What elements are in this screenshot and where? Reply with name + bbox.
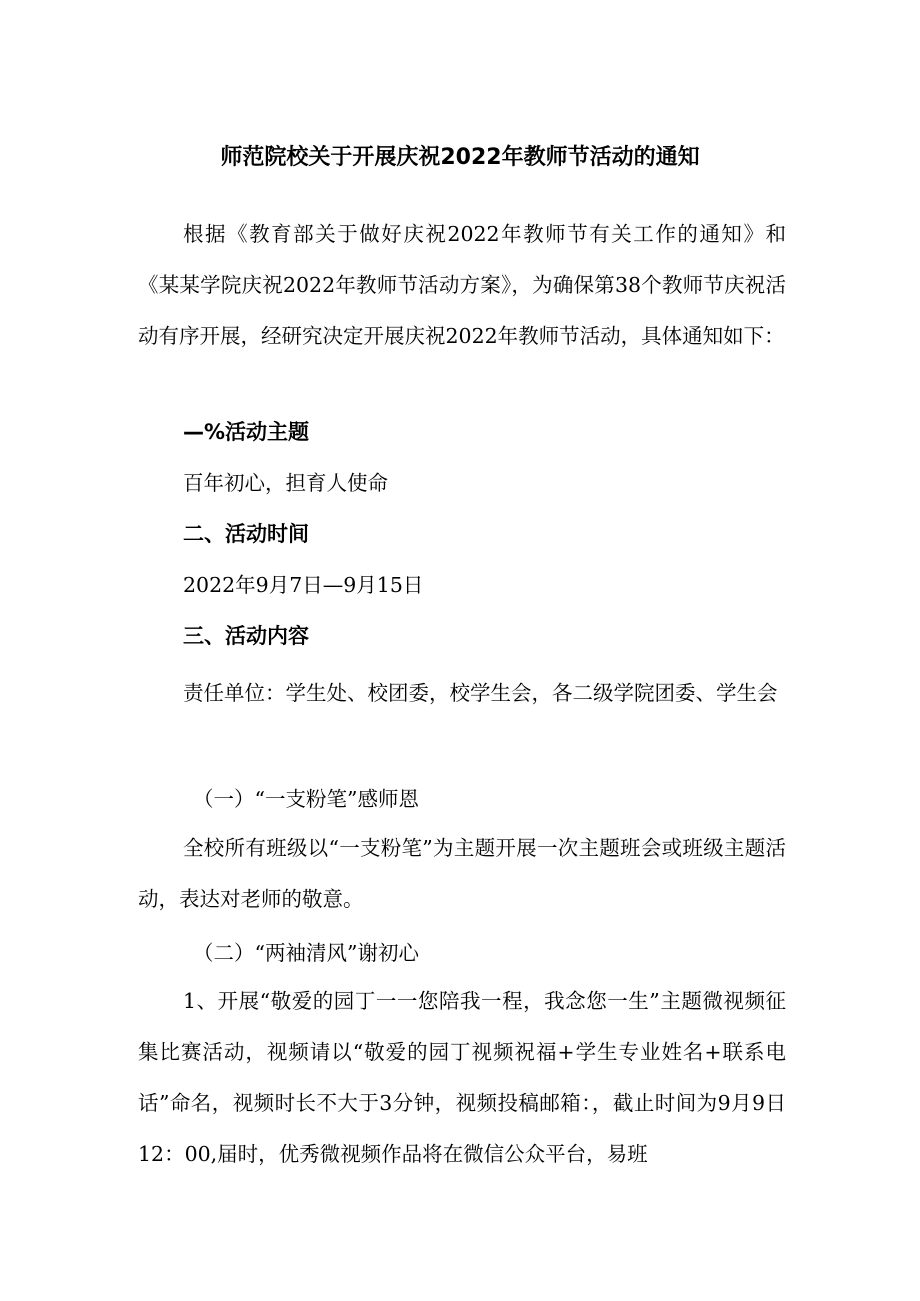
time-text: 2022年9月7日—9月15日 [183, 573, 424, 597]
video-contest-paragraph: 1、开展“敬爱的园丁一一您陪我一程，我念您一生”主题微视频征集比赛活动，视频请以“敬爱的园丁视频祝福+学生专业姓名+联系电话”命名，视频时长不大于3分钟，视频投稿邮箱：，截止时间为9月9日12：00,届时，优秀微视频作品将在微信公众平台，易班 [138, 989, 786, 1166]
section-heading-content: 三、活动内容 [183, 624, 309, 648]
intro-paragraph: 根据《教育部关于做好庆祝2022年教师节有关工作的通知》和《某某学院庆祝2022年教师节活动方案》，为确保第38个教师节庆祝活动有序开展，经研究决定开展庆祝2022年教师节活动，具体通知如下： [138, 222, 786, 348]
subsection-heading-chalk: （一）“一支粉笔”感师恩 [193, 787, 419, 811]
subsection-heading-breeze: （二）“两袖清风”谢初心 [193, 941, 419, 965]
chalk-paragraph: 全校所有班级以“一支粉笔”为主题开展一次主题班会或班级主题活动，表达对老师的敬意。 [138, 836, 786, 911]
theme-text: 百年初心，担育人使命 [183, 471, 388, 495]
document-title: 师范院校关于开展庆祝2022年教师节活动的通知 [220, 145, 700, 170]
section-heading-theme: —%活动主题 [183, 420, 310, 444]
responsible-units-paragraph: 责任单位：学生处、校团委，校学生会，各二级学院团委、学生会 [183, 681, 778, 705]
section-heading-time: 二、活动时间 [183, 522, 309, 546]
